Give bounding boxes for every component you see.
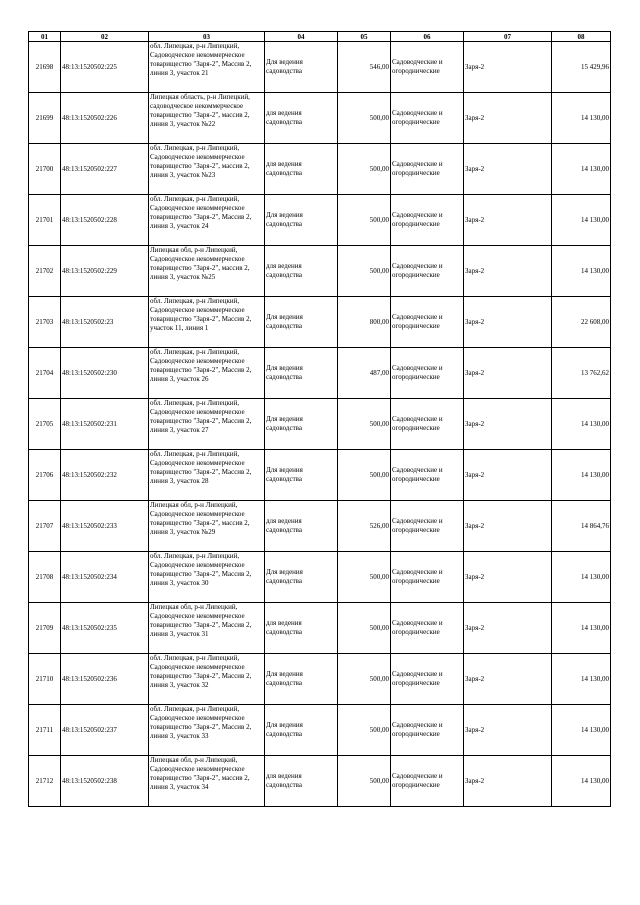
cadastral-value: 22 608,00 bbox=[581, 317, 609, 326]
partnership-name-cell bbox=[464, 654, 552, 705]
permitted-use: для ведения садоводства bbox=[266, 109, 302, 126]
cadastral-number-cell bbox=[61, 297, 149, 348]
table-row bbox=[29, 552, 611, 603]
row-number: 21712 bbox=[35, 776, 54, 785]
plot-area: 500,00 bbox=[369, 470, 389, 479]
plot-area: 500,00 bbox=[369, 623, 389, 632]
plot-address: обл. Липецкая, р-н Липецкий, Садоводческое некоммерческое товарищество "Заря-2", Массив 2, участок 11, линия 1 bbox=[150, 297, 252, 332]
permitted-use-cell bbox=[265, 144, 338, 195]
cadastral-number: 48:13:1520502:226 bbox=[62, 113, 117, 122]
row-number: 21710 bbox=[35, 674, 54, 683]
cadastral-number-cell bbox=[61, 603, 149, 654]
cadastral-value: 14 130,00 bbox=[581, 266, 609, 275]
partnership-name: Заря-2 bbox=[465, 521, 485, 530]
permitted-use-cell bbox=[265, 297, 338, 348]
row-number: 21708 bbox=[35, 572, 54, 581]
plot-address-cell bbox=[149, 195, 265, 246]
partnership-name-cell bbox=[464, 756, 552, 807]
plot-area-cell bbox=[338, 501, 391, 552]
row-number-cell bbox=[29, 603, 61, 654]
cadastral-value-cell bbox=[552, 603, 611, 654]
cadastral-value: 14 130,00 bbox=[581, 725, 609, 734]
permitted-use: Для ведения садоводства bbox=[266, 670, 303, 687]
row-number-cell bbox=[29, 144, 61, 195]
plot-area: 546,00 bbox=[369, 62, 389, 71]
cadastral-value: 14 130,00 bbox=[581, 419, 609, 428]
row-number: 21703 bbox=[35, 317, 54, 326]
plot-area-cell bbox=[338, 603, 391, 654]
land-category: Садоводческие и огороднические bbox=[392, 772, 443, 789]
cadastral-value-cell bbox=[552, 297, 611, 348]
table-row bbox=[29, 654, 611, 705]
plot-area: 526,00 bbox=[369, 521, 389, 530]
plot-address-cell bbox=[149, 501, 265, 552]
permitted-use-cell bbox=[265, 93, 338, 144]
cadastral-number: 48:13:1520502:235 bbox=[62, 623, 117, 632]
plot-address-cell bbox=[149, 42, 265, 93]
land-category: Садоводческие и огороднические bbox=[392, 160, 443, 177]
cadastral-number-cell bbox=[61, 42, 149, 93]
plot-area-cell bbox=[338, 654, 391, 705]
cadastral-number-cell bbox=[61, 501, 149, 552]
plot-area-cell bbox=[338, 756, 391, 807]
permitted-use: Для ведения садоводства bbox=[266, 568, 303, 585]
land-category: Садоводческие и огороднические bbox=[392, 109, 443, 126]
cadastral-number-cell bbox=[61, 399, 149, 450]
land-category: Садоводческие и огороднические bbox=[392, 262, 443, 279]
row-number-cell bbox=[29, 195, 61, 246]
row-number: 21705 bbox=[35, 419, 54, 428]
partnership-name-cell bbox=[464, 399, 552, 450]
partnership-name-cell bbox=[464, 450, 552, 501]
land-plots-table bbox=[28, 31, 611, 807]
permitted-use: Для ведения садоводства bbox=[266, 466, 303, 483]
cadastral-value: 14 130,00 bbox=[581, 113, 609, 122]
cadastral-value-cell bbox=[552, 348, 611, 399]
cadastral-value: 14 130,00 bbox=[581, 215, 609, 224]
cadastral-value-cell bbox=[552, 399, 611, 450]
partnership-name-cell bbox=[464, 501, 552, 552]
permitted-use: Для ведения садоводства bbox=[266, 313, 303, 330]
cadastral-value-cell bbox=[552, 93, 611, 144]
plot-address: обл. Липецкая, р-н Липецкий, Садоводческое некоммерческое товарищество "Заря-2", Массив 2, линия 3, участок 33 bbox=[150, 705, 252, 740]
permitted-use-cell bbox=[265, 348, 338, 399]
partnership-name: Заря-2 bbox=[465, 62, 485, 71]
table-row bbox=[29, 450, 611, 501]
permitted-use: для ведения садоводства bbox=[266, 517, 302, 534]
plot-address-cell bbox=[149, 144, 265, 195]
cadastral-number-cell bbox=[61, 246, 149, 297]
plot-area: 500,00 bbox=[369, 419, 389, 428]
land-category: Садоводческие и огороднические bbox=[392, 721, 443, 738]
plot-address: Липецкая обл, р-н Липецкий, Садоводческое некоммерческое товарищество "Заря-2", Массив 2, линия 3, участок 31 bbox=[150, 603, 252, 638]
plot-address: обл. Липецкая, р-н Липецкий, Садоводческое некоммерческое товарищество "Заря-2", Массив 2, линия 3, участок 26 bbox=[150, 348, 252, 383]
plot-address: обл. Липецкая, р-н Липецкий, Садоводческое некоммерческое товарищество "Заря-2", Массив 2, линия 3, участок 28 bbox=[150, 450, 252, 485]
land-category-cell bbox=[391, 144, 464, 195]
permitted-use: Для ведения садоводства bbox=[266, 721, 303, 738]
permitted-use-cell bbox=[265, 399, 338, 450]
permitted-use: Для ведения садоводства bbox=[266, 211, 303, 228]
plot-address: Липецкая обл, р-н Липецкий, Садоводческое некоммерческое товарищество "Заря-2", массив 2, линия 3, участок №29 bbox=[150, 501, 250, 536]
partnership-name: Заря-2 bbox=[465, 470, 485, 479]
plot-area-cell bbox=[338, 399, 391, 450]
table-row bbox=[29, 501, 611, 552]
plot-address-cell bbox=[149, 552, 265, 603]
partnership-name: Заря-2 bbox=[465, 266, 485, 275]
plot-area: 500,00 bbox=[369, 674, 389, 683]
plot-address-cell bbox=[149, 756, 265, 807]
cadastral-value-cell bbox=[552, 705, 611, 756]
cadastral-value-cell bbox=[552, 450, 611, 501]
permitted-use-cell bbox=[265, 756, 338, 807]
row-number: 21701 bbox=[35, 215, 54, 224]
permitted-use-cell bbox=[265, 246, 338, 297]
cadastral-value: 14 864,76 bbox=[581, 521, 609, 530]
land-category: Садоводческие и огороднические bbox=[392, 58, 443, 75]
plot-area: 487,00 bbox=[369, 368, 389, 377]
cadastral-number-cell bbox=[61, 195, 149, 246]
permitted-use: для ведения садоводства bbox=[266, 262, 302, 279]
cadastral-number: 48:13:1520502:228 bbox=[62, 215, 117, 224]
permitted-use-cell bbox=[265, 552, 338, 603]
partnership-name: Заря-2 bbox=[465, 674, 485, 683]
column-header: 06 bbox=[391, 32, 464, 42]
plot-address-cell bbox=[149, 348, 265, 399]
cadastral-value-cell bbox=[552, 756, 611, 807]
table-row bbox=[29, 297, 611, 348]
plot-address-cell bbox=[149, 246, 265, 297]
plot-address-cell bbox=[149, 705, 265, 756]
land-category: Садоводческие и огороднические bbox=[392, 670, 443, 687]
cadastral-value: 13 762,62 bbox=[581, 368, 609, 377]
cadastral-number-cell bbox=[61, 144, 149, 195]
cadastral-value: 14 130,00 bbox=[581, 572, 609, 581]
row-number-cell bbox=[29, 450, 61, 501]
cadastral-number: 48:13:1520502:236 bbox=[62, 674, 117, 683]
land-category-cell bbox=[391, 756, 464, 807]
partnership-name-cell bbox=[464, 93, 552, 144]
plot-area: 500,00 bbox=[369, 572, 389, 581]
cadastral-value-cell bbox=[552, 246, 611, 297]
plot-area-cell bbox=[338, 93, 391, 144]
land-category: Садоводческие и огороднические bbox=[392, 568, 443, 585]
column-header: 02 bbox=[61, 32, 149, 42]
permitted-use: Для ведения садоводства bbox=[266, 415, 303, 432]
land-category-cell bbox=[391, 348, 464, 399]
column-header: 01 bbox=[29, 32, 61, 42]
permitted-use-cell bbox=[265, 42, 338, 93]
cadastral-number-cell bbox=[61, 705, 149, 756]
plot-area: 500,00 bbox=[369, 215, 389, 224]
plot-address: обл. Липецкая, р-н Липецкий, Садоводческое некоммерческое товарищество "Заря-2", Массив 2, линия 3, участок 27 bbox=[150, 399, 252, 434]
partnership-name: Заря-2 bbox=[465, 776, 485, 785]
table-row bbox=[29, 144, 611, 195]
row-number-cell bbox=[29, 93, 61, 144]
plot-area-cell bbox=[338, 348, 391, 399]
cadastral-number: 48:13:1520502:231 bbox=[62, 419, 117, 428]
plot-address-cell bbox=[149, 654, 265, 705]
partnership-name: Заря-2 bbox=[465, 164, 485, 173]
table-row bbox=[29, 756, 611, 807]
land-category: Садоводческие и огороднические bbox=[392, 313, 443, 330]
row-number-cell bbox=[29, 756, 61, 807]
cadastral-number: 48:13:1520502:238 bbox=[62, 776, 117, 785]
cadastral-value-cell bbox=[552, 501, 611, 552]
row-number-cell bbox=[29, 654, 61, 705]
cadastral-number-cell bbox=[61, 756, 149, 807]
partnership-name: Заря-2 bbox=[465, 623, 485, 632]
permitted-use-cell bbox=[265, 654, 338, 705]
row-number-cell bbox=[29, 42, 61, 93]
cadastral-number-cell bbox=[61, 552, 149, 603]
plot-address: обл. Липецкая, р-н Липецкий, Садоводческое некоммерческое товарищество "Заря-2", Массив 2, линия 3, участок 21 bbox=[150, 42, 252, 77]
permitted-use: Для ведения садоводства bbox=[266, 58, 303, 75]
land-category: Садоводческие и огороднические bbox=[392, 619, 443, 636]
plot-address-cell bbox=[149, 297, 265, 348]
partnership-name-cell bbox=[464, 246, 552, 297]
cadastral-number: 48:13:1520502:227 bbox=[62, 164, 117, 173]
row-number: 21700 bbox=[35, 164, 54, 173]
table-row bbox=[29, 348, 611, 399]
row-number-cell bbox=[29, 552, 61, 603]
partnership-name-cell bbox=[464, 144, 552, 195]
plot-address-cell bbox=[149, 603, 265, 654]
plot-area: 500,00 bbox=[369, 776, 389, 785]
document-page bbox=[28, 31, 611, 807]
table-row bbox=[29, 246, 611, 297]
row-number-cell bbox=[29, 705, 61, 756]
land-category-cell bbox=[391, 603, 464, 654]
plot-area-cell bbox=[338, 552, 391, 603]
column-header: 07 bbox=[464, 32, 552, 42]
plot-address: Липецкая обл, р-н Липецкий, Садоводческое некоммерческое товарищество "Заря-2", массив 2, линия 3, участок 34 bbox=[150, 756, 250, 791]
cadastral-number-cell bbox=[61, 348, 149, 399]
cadastral-number-cell bbox=[61, 450, 149, 501]
row-number-cell bbox=[29, 399, 61, 450]
cadastral-value-cell bbox=[552, 552, 611, 603]
permitted-use: Для ведения садоводства bbox=[266, 364, 303, 381]
partnership-name-cell bbox=[464, 552, 552, 603]
plot-address: обл. Липецкая, р-н Липецкий, Садоводческое некоммерческое товарищество "Заря-2", Массив 2, линия 3, участок 32 bbox=[150, 654, 252, 689]
land-category-cell bbox=[391, 552, 464, 603]
partnership-name-cell bbox=[464, 297, 552, 348]
table-row bbox=[29, 195, 611, 246]
plot-area: 500,00 bbox=[369, 725, 389, 734]
permitted-use-cell bbox=[265, 450, 338, 501]
land-category-cell bbox=[391, 654, 464, 705]
permitted-use-cell bbox=[265, 195, 338, 246]
row-number-cell bbox=[29, 246, 61, 297]
land-category: Садоводческие и огороднические bbox=[392, 466, 443, 483]
permitted-use: для ведения садоводства bbox=[266, 619, 302, 636]
plot-area-cell bbox=[338, 246, 391, 297]
cadastral-value-cell bbox=[552, 144, 611, 195]
plot-area-cell bbox=[338, 42, 391, 93]
cadastral-number: 48:13:1520502:225 bbox=[62, 62, 117, 71]
land-category-cell bbox=[391, 297, 464, 348]
plot-area-cell bbox=[338, 297, 391, 348]
cadastral-number: 48:13:1520502:229 bbox=[62, 266, 117, 275]
land-category: Садоводческие и огороднические bbox=[392, 517, 443, 534]
plot-area-cell bbox=[338, 705, 391, 756]
cadastral-number: 48:13:1520502:23 bbox=[62, 317, 114, 326]
row-number: 21711 bbox=[35, 725, 54, 734]
cadastral-value-cell bbox=[552, 42, 611, 93]
land-category-cell bbox=[391, 246, 464, 297]
land-category: Садоводческие и огороднические bbox=[392, 364, 443, 381]
partnership-name-cell bbox=[464, 603, 552, 654]
plot-area-cell bbox=[338, 144, 391, 195]
row-number-cell bbox=[29, 501, 61, 552]
cadastral-number: 48:13:1520502:230 bbox=[62, 368, 117, 377]
partnership-name: Заря-2 bbox=[465, 419, 485, 428]
plot-address: обл. Липецкая, р-н Липецкий, Садоводческое некоммерческое товарищество "Заря-2", Массив 2, линия 3, участок 30 bbox=[150, 552, 252, 587]
cadastral-value-cell bbox=[552, 654, 611, 705]
plot-address-cell bbox=[149, 450, 265, 501]
column-header: 08 bbox=[552, 32, 611, 42]
plot-area: 800,00 bbox=[369, 317, 389, 326]
cadastral-value: 14 130,00 bbox=[581, 776, 609, 785]
column-header: 03 bbox=[149, 32, 265, 42]
table-row bbox=[29, 603, 611, 654]
permitted-use-cell bbox=[265, 603, 338, 654]
table-row bbox=[29, 399, 611, 450]
partnership-name-cell bbox=[464, 348, 552, 399]
cadastral-value: 14 130,00 bbox=[581, 470, 609, 479]
land-category-cell bbox=[391, 501, 464, 552]
plot-area: 500,00 bbox=[369, 266, 389, 275]
row-number: 21699 bbox=[35, 113, 54, 122]
cadastral-number-cell bbox=[61, 654, 149, 705]
partnership-name-cell bbox=[464, 705, 552, 756]
permitted-use: для ведения садоводства bbox=[266, 160, 302, 177]
land-category-cell bbox=[391, 399, 464, 450]
row-number: 21702 bbox=[35, 266, 54, 275]
table-header-row bbox=[29, 32, 611, 42]
plot-address: Липецкая область, р-н Липецкий, садоводческое некоммерческое товарищество "Заря-2", массив 2, линия 3, участок №22 bbox=[150, 93, 250, 128]
land-category-cell bbox=[391, 93, 464, 144]
land-category-cell bbox=[391, 450, 464, 501]
permitted-use-cell bbox=[265, 705, 338, 756]
partnership-name: Заря-2 bbox=[465, 113, 485, 122]
land-category: Садоводческие и огороднические bbox=[392, 211, 443, 228]
land-category-cell bbox=[391, 705, 464, 756]
partnership-name: Заря-2 bbox=[465, 317, 485, 326]
row-number-cell bbox=[29, 348, 61, 399]
plot-address: обл. Липецкая, р-н Липецкий, Садоводческое некоммерческое товарищество "Заря-2", Массив 2, линия 3, участок 24 bbox=[150, 195, 252, 230]
row-number: 21707 bbox=[35, 521, 54, 530]
row-number: 21709 bbox=[35, 623, 54, 632]
row-number: 21698 bbox=[35, 62, 54, 71]
plot-address: обл. Липецкая, р-н Липецкий, Садоводческое некоммерческое товарищество "Заря-2", массив 2, линия 3, участок №23 bbox=[150, 144, 250, 179]
plot-address: Липецкая обл, р-н Липецкий, Садоводческое некоммерческое товарищество "Заря-2", массив 2, линия 3, участок №25 bbox=[150, 246, 250, 281]
cadastral-value: 14 130,00 bbox=[581, 623, 609, 632]
row-number: 21706 bbox=[35, 470, 54, 479]
plot-area-cell bbox=[338, 195, 391, 246]
cadastral-number: 48:13:1520502:234 bbox=[62, 572, 117, 581]
cadastral-value: 15 429,96 bbox=[581, 62, 609, 71]
cadastral-value: 14 130,00 bbox=[581, 674, 609, 683]
table-row bbox=[29, 93, 611, 144]
cadastral-number-cell bbox=[61, 93, 149, 144]
plot-address-cell bbox=[149, 93, 265, 144]
cadastral-number: 48:13:1520502:233 bbox=[62, 521, 117, 530]
permitted-use-cell bbox=[265, 501, 338, 552]
plot-area-cell bbox=[338, 450, 391, 501]
land-category: Садоводческие и огороднические bbox=[392, 415, 443, 432]
partnership-name: Заря-2 bbox=[465, 572, 485, 581]
cadastral-value: 14 130,00 bbox=[581, 164, 609, 173]
permitted-use: для ведения садоводства bbox=[266, 772, 302, 789]
partnership-name-cell bbox=[464, 42, 552, 93]
plot-area: 500,00 bbox=[369, 113, 389, 122]
plot-address-cell bbox=[149, 399, 265, 450]
plot-area: 500,00 bbox=[369, 164, 389, 173]
cadastral-number: 48:13:1520502:232 bbox=[62, 470, 117, 479]
row-number-cell bbox=[29, 297, 61, 348]
table-row bbox=[29, 42, 611, 93]
partnership-name-cell bbox=[464, 195, 552, 246]
cadastral-value-cell bbox=[552, 195, 611, 246]
table-row bbox=[29, 705, 611, 756]
row-number: 21704 bbox=[35, 368, 54, 377]
cadastral-number: 48:13:1520502:237 bbox=[62, 725, 117, 734]
partnership-name: Заря-2 bbox=[465, 368, 485, 377]
land-category-cell bbox=[391, 195, 464, 246]
column-header: 04 bbox=[265, 32, 338, 42]
partnership-name: Заря-2 bbox=[465, 725, 485, 734]
column-header: 05 bbox=[338, 32, 391, 42]
partnership-name: Заря-2 bbox=[465, 215, 485, 224]
land-category-cell bbox=[391, 42, 464, 93]
